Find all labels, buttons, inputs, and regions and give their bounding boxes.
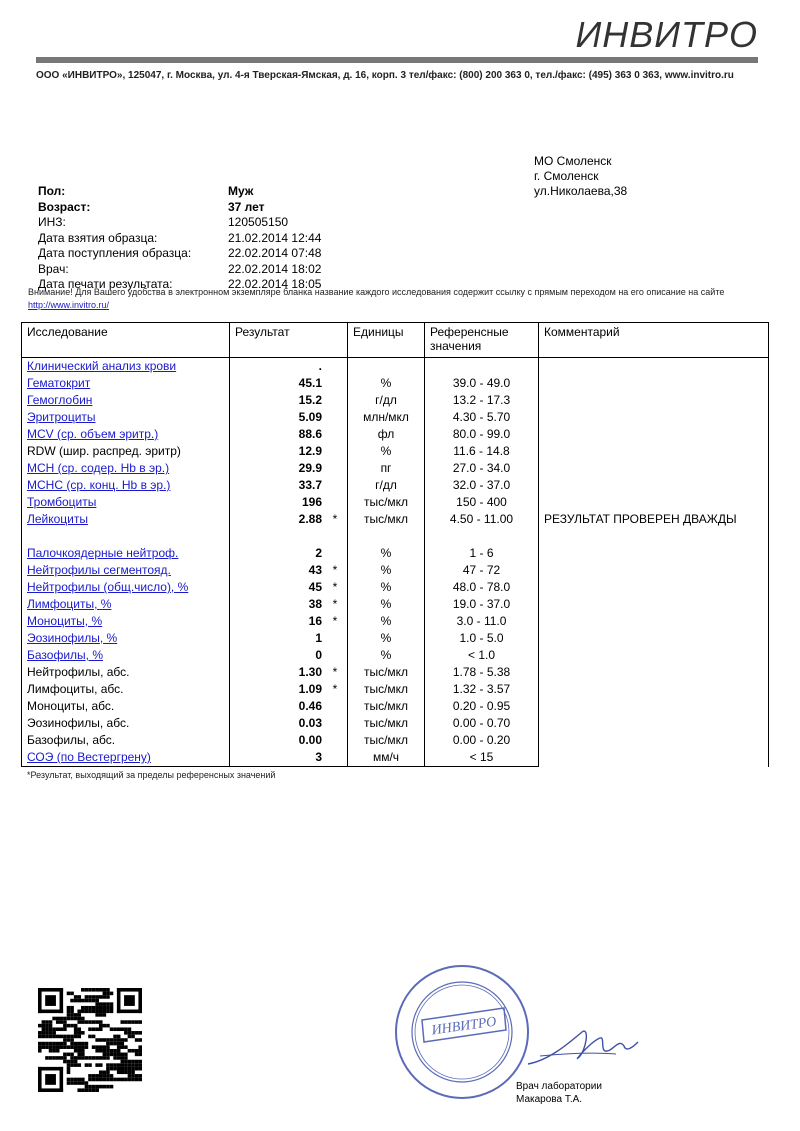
result-cell <box>230 477 348 494</box>
result-cell <box>230 562 348 579</box>
reference-cell: 1 - 6 <box>425 545 539 562</box>
result-cell <box>230 681 348 698</box>
test-name-cell <box>22 392 230 409</box>
reference-cell: 1.0 - 5.0 <box>425 630 539 647</box>
test-name-cell <box>22 630 230 647</box>
col-header-units: Единицы <box>348 323 425 358</box>
reference-cell: 48.0 - 78.0 <box>425 579 539 596</box>
reference-cell: 0.20 - 0.95 <box>425 698 539 715</box>
table-header-row <box>22 323 769 358</box>
test-name: RDW (шир. распред. эритр) <box>27 444 181 458</box>
header-rule <box>36 57 758 63</box>
result-value: 45 <box>308 580 322 594</box>
unit-cell: мм/ч <box>348 749 425 767</box>
result-cell <box>230 443 348 460</box>
taken-label: Дата взятия образца: <box>38 230 158 245</box>
test-name-cell <box>22 664 230 681</box>
reference-cell: < 1.0 <box>425 647 539 664</box>
doctor-signature <box>520 1012 650 1082</box>
result-value: 45.1 <box>298 376 322 390</box>
company-logo: ИНВИТРО <box>575 14 758 55</box>
result-cell <box>230 749 348 767</box>
result-cell <box>230 528 348 545</box>
invitro-site-link[interactable]: http://www.invitro.ru/ <box>28 300 110 310</box>
col-header-test: Исследование <box>22 323 230 358</box>
unit-cell: % <box>348 630 425 647</box>
test-name: Нейтрофилы, абс. <box>27 665 130 679</box>
test-name-cell <box>22 511 230 528</box>
result-value: 2.88 <box>298 512 322 526</box>
reference-cell: 4.30 - 5.70 <box>425 409 539 426</box>
test-name-cell <box>22 613 230 630</box>
result-value: 1.09 <box>298 682 322 696</box>
sex-label: Пол: <box>38 184 66 198</box>
test-name-cell <box>22 358 230 376</box>
comment-cell <box>539 358 769 767</box>
out-of-range-flag: * <box>332 563 338 577</box>
test-name-link[interactable]: Лимфоциты, % <box>27 597 112 611</box>
unit-cell: тыс/мкл <box>348 732 425 749</box>
result-value: 1.30 <box>298 665 322 679</box>
reference-cell: 80.0 - 99.0 <box>425 426 539 443</box>
test-name-cell <box>22 681 230 698</box>
unit-cell: млн/мкл <box>348 409 425 426</box>
reference-cell: 11.6 - 14.8 <box>425 443 539 460</box>
unit-cell: % <box>348 596 425 613</box>
test-name-cell <box>22 375 230 392</box>
result-cell <box>230 579 348 596</box>
test-name-link[interactable]: Палочкоядерные нейтроф. <box>27 546 179 560</box>
result-value: 5.09 <box>298 410 322 424</box>
unit-cell: пг <box>348 460 425 477</box>
qr-code <box>38 988 142 1092</box>
inz-value: 120505150 <box>228 215 289 229</box>
inz-label: ИНЗ: <box>38 215 66 229</box>
reference-cell: 0.00 - 0.20 <box>425 732 539 749</box>
result-value: 0.46 <box>298 699 322 713</box>
unit-cell: % <box>348 443 425 460</box>
footnote: *Результат, выходящий за пределы референсных значений <box>27 770 276 780</box>
table-row <box>22 358 769 376</box>
result-cell <box>230 392 348 409</box>
age-label: Возраст: <box>38 199 91 214</box>
test-name-cell <box>22 545 230 562</box>
received-label: Дата поступления образца: <box>38 246 192 260</box>
reference-cell: 1.78 - 5.38 <box>425 664 539 681</box>
company-address-line: ООО «ИНВИТРО», 125047, г. Москва, ул. 4-я Тверская-Ямская, д. 16, корп. 3 тел/факс: (800) 200 363 0, тел./факс: (495) 363 0 363, www.invitro.ru <box>36 70 734 81</box>
stamp-logo-text: ИНВИТРО <box>430 1014 498 1039</box>
col-header-result: Результат <box>230 323 348 358</box>
test-name-cell <box>22 732 230 749</box>
test-name-cell <box>22 426 230 443</box>
result-value: 38 <box>308 597 322 611</box>
unit-cell: г/дл <box>348 392 425 409</box>
unit-cell: тыс/мкл <box>348 681 425 698</box>
reference-cell: 0.00 - 0.70 <box>425 715 539 732</box>
reference-cell <box>425 528 539 545</box>
test-name-link[interactable]: Эозинофилы, % <box>27 631 118 645</box>
lab-address <box>534 154 627 199</box>
comment-text: РЕЗУЛЬТАТ ПРОВЕРЕН ДВАЖДЫ <box>544 512 737 526</box>
result-cell <box>230 596 348 613</box>
age-value: 37 лет <box>228 199 265 214</box>
result-cell <box>230 511 348 528</box>
test-name-link[interactable]: Гематокрит <box>27 376 91 390</box>
received-value: 22.02.2014 07:48 <box>228 246 322 260</box>
result-value: 196 <box>301 495 322 509</box>
test-name-link[interactable]: СОЭ (по Вестергрену) <box>27 750 151 764</box>
unit-cell: тыс/мкл <box>348 511 425 528</box>
unit-cell: % <box>348 545 425 562</box>
lab-stamp <box>392 962 532 1102</box>
unit-cell <box>348 528 425 545</box>
reference-cell: 39.0 - 49.0 <box>425 375 539 392</box>
lab-address-line: г. Смоленск <box>534 169 599 183</box>
test-name-link[interactable]: Тромбоциты <box>27 495 97 509</box>
reference-cell: 47 - 72 <box>425 562 539 579</box>
unit-cell: тыс/мкл <box>348 698 425 715</box>
unit-cell: г/дл <box>348 477 425 494</box>
unit-cell: тыс/мкл <box>348 494 425 511</box>
test-name-link[interactable]: Клинический анализ крови <box>27 359 177 373</box>
patient-info <box>38 184 321 293</box>
test-name-link[interactable]: Гемоглобин <box>27 393 93 407</box>
test-name-link[interactable]: Лейкоциты <box>27 512 89 526</box>
result-cell <box>230 358 348 376</box>
result-cell <box>230 409 348 426</box>
test-name-link[interactable]: MCHC (ср. конц. Hb в эр.) <box>27 478 171 492</box>
lab-address-line: МО Смоленск <box>534 154 612 168</box>
test-name-cell <box>22 647 230 664</box>
result-cell <box>230 545 348 562</box>
out-of-range-flag: * <box>332 597 338 611</box>
test-name-cell <box>22 528 230 545</box>
result-value: 0 <box>315 648 322 662</box>
test-name-cell <box>22 477 230 494</box>
test-name-cell <box>22 409 230 426</box>
result-value: 12.9 <box>298 444 322 458</box>
out-of-range-flag: * <box>332 682 338 696</box>
unit-cell: тыс/мкл <box>348 715 425 732</box>
result-cell <box>230 664 348 681</box>
result-cell <box>230 494 348 511</box>
unit-cell: фл <box>348 426 425 443</box>
result-cell <box>230 613 348 630</box>
col-header-comment: Комментарий <box>539 323 769 358</box>
result-value: 1 <box>315 631 322 645</box>
unit-cell: % <box>348 647 425 664</box>
test-name-link[interactable]: Нейтрофилы сегментояд. <box>27 563 171 577</box>
test-name-link[interactable]: Нейтрофилы (общ.число), % <box>27 580 189 594</box>
reference-cell: 27.0 - 34.0 <box>425 460 539 477</box>
test-name-cell <box>22 715 230 732</box>
result-cell <box>230 630 348 647</box>
test-name-cell <box>22 443 230 460</box>
unit-cell: % <box>348 375 425 392</box>
doctor-label: Врач: <box>38 261 69 276</box>
reference-cell <box>425 358 539 376</box>
unit-cell: тыс/мкл <box>348 664 425 681</box>
result-cell <box>230 460 348 477</box>
result-cell <box>230 426 348 443</box>
out-of-range-flag: * <box>332 614 338 628</box>
test-name: Лимфоциты, абс. <box>27 682 124 696</box>
test-name-cell <box>22 579 230 596</box>
result-value: 43 <box>308 563 322 577</box>
result-cell <box>230 732 348 749</box>
col-header-reference: Референсные значения <box>425 323 539 358</box>
test-name-link[interactable]: Базофилы, % <box>27 648 103 662</box>
unit-cell: % <box>348 562 425 579</box>
test-name-link[interactable]: Эритроциты <box>27 410 96 424</box>
result-value: 3 <box>315 750 322 764</box>
result-value: 0.00 <box>298 733 322 747</box>
electronic-copy-notice <box>28 286 773 312</box>
test-name-cell <box>22 698 230 715</box>
taken-value: 21.02.2014 12:44 <box>228 230 322 245</box>
test-name-cell <box>22 596 230 613</box>
signature-block <box>516 1080 602 1106</box>
test-name-cell <box>22 562 230 579</box>
results-table <box>21 322 769 767</box>
test-name-link[interactable]: MCH (ср. содер. Hb в эр.) <box>27 461 170 475</box>
reference-cell: 3.0 - 11.0 <box>425 613 539 630</box>
result-cell <box>230 715 348 732</box>
result-value: 16 <box>308 614 322 628</box>
test-name: Базофилы, абс. <box>27 733 116 747</box>
doctor-name: Макарова Т.А. <box>516 1094 583 1105</box>
unit-cell: % <box>348 579 425 596</box>
printed-label: Дата печати результата: <box>38 277 173 291</box>
result-value: 88.6 <box>298 427 322 441</box>
test-name-cell <box>22 460 230 477</box>
printed-value: 22.02.2014 18:05 <box>228 277 322 291</box>
reference-cell: < 15 <box>425 749 539 767</box>
result-value: 15.2 <box>298 393 322 407</box>
out-of-range-flag: * <box>332 512 338 526</box>
out-of-range-flag: * <box>332 665 338 679</box>
reference-cell: 13.2 - 17.3 <box>425 392 539 409</box>
test-name: Моноциты, абс. <box>27 699 115 713</box>
reference-cell: 1.32 - 3.57 <box>425 681 539 698</box>
doctor-value: 22.02.2014 18:02 <box>228 261 322 276</box>
result-value: 29.9 <box>298 461 322 475</box>
test-name-cell <box>22 494 230 511</box>
test-name: Эозинофилы, абс. <box>27 716 130 730</box>
result-value: 33.7 <box>298 478 322 492</box>
lab-address-line: ул.Николаева,38 <box>534 184 628 198</box>
result-value: 0.03 <box>298 716 322 730</box>
result-cell <box>230 647 348 664</box>
unit-cell <box>348 358 425 376</box>
out-of-range-flag: * <box>332 580 338 594</box>
reference-cell: 4.50 - 11.00 <box>425 511 539 528</box>
reference-cell: 19.0 - 37.0 <box>425 596 539 613</box>
doctor-title: Врач лаборатории <box>516 1081 602 1092</box>
result-cell <box>230 375 348 392</box>
reference-cell: 150 - 400 <box>425 494 539 511</box>
notice-text: Внимание! Для Вашего удобства в электронном экземпляре бланка название каждого исследования содержит ссылку с прямым переходом на его описание на сайте <box>28 287 725 297</box>
reference-cell: 32.0 - 37.0 <box>425 477 539 494</box>
unit-cell: % <box>348 613 425 630</box>
result-cell <box>230 698 348 715</box>
test-name-link[interactable]: MCV (ср. объем эритр.) <box>27 427 159 441</box>
test-name-cell <box>22 749 230 767</box>
result-value: . <box>318 359 322 373</box>
result-value: 2 <box>315 546 322 560</box>
sex-value: Муж <box>228 184 254 198</box>
test-name-link[interactable]: Моноциты, % <box>27 614 103 628</box>
